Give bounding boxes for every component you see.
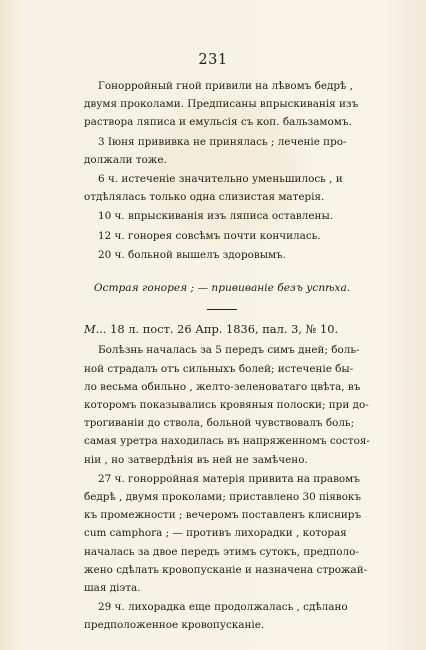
text-line: 6 ч. истеченiе значительно уменьшилось , и	[98, 173, 343, 186]
text-line: самая урeтра находилась въ напряженномъ состоя-	[84, 435, 370, 448]
text-line: трогиванiи до ствола, больной чувствовалъ боль;	[84, 417, 355, 430]
text-line: cum camphora ; — противъ лихорадки , которая	[84, 527, 347, 540]
case-subheading: Острая гонорея ; — прививанiе безъ успѣха.	[93, 282, 351, 295]
text-line: жено сдѣлать кровопусканiе и назначена строжай-	[84, 563, 368, 576]
bottom-paragraphs	[84, 341, 370, 634]
text-line: 12 ч. гонорея совсѣмъ почти кончилась.	[98, 229, 321, 242]
text-line: должали тоже.	[84, 153, 167, 166]
paragraph	[84, 77, 360, 132]
paragraph	[84, 227, 360, 245]
text-line: ной страдалъ отъ сильныхъ болей; истеченiе бы-	[84, 362, 354, 375]
text-line: отдѣлялась только одна слизистая матерiя.	[84, 191, 325, 204]
text-line: ло весьма обильно , желто-зеленоватаго цвѣта, въ	[84, 380, 361, 393]
text-line: двумя проколами. Предписаны впрыскиванiя изъ	[84, 98, 359, 111]
text-line: 27 ч. гонорройная матерiя привита на правомъ	[98, 472, 360, 485]
patient-name: М...	[84, 322, 107, 337]
text-line: 3 Iюня прививка не принялась ; леченiе про-	[98, 135, 347, 148]
page-number: 231	[198, 52, 228, 68]
paragraph	[84, 170, 360, 206]
text-line: которомъ показывались кровяныя полоски; при до-	[84, 399, 369, 412]
paragraph	[84, 207, 360, 225]
text-line: 29 ч. лихорадка еще продолжалась , сдѣлано	[98, 601, 348, 614]
section-divider	[207, 309, 237, 310]
text-line: 10 ч. впрыскиванiя изъ ляписа оставлены.	[98, 210, 334, 223]
paragraph	[84, 341, 370, 468]
paragraph	[84, 246, 360, 264]
text-line: Гонорройный гной привили на лѣвомъ бедрѣ ,	[98, 80, 353, 92]
text-line: предположенное кровопусканiе.	[84, 619, 265, 632]
text-line: Болѣзнь началась за 5 передъ симъ дней; боль-	[98, 344, 360, 357]
page-body	[84, 77, 370, 636]
top-paragraphs	[84, 77, 360, 264]
text-line: къ промежности ; вечеромъ поставленъ клисниръ	[84, 509, 362, 522]
text-line: нiи , но затвердѣнiя въ ней не замѣчено.	[84, 453, 308, 466]
paragraph	[84, 133, 360, 169]
text-line: бедрѣ , двумя проколами; приставлено 30 пiявокъ	[84, 491, 362, 504]
text-line: раствора ляписа и емульсiя съ коп. бальзамомъ.	[84, 116, 352, 129]
paragraph	[84, 598, 360, 634]
case-header	[84, 320, 360, 338]
text-line: 20 ч. больной вышелъ здоровымъ.	[98, 248, 286, 261]
text-line: началась за двое передъ этимъ сутокъ, предполо-	[84, 545, 359, 558]
case-details: 18 л. поcт. 26 Апр. 1836, пал. 3, № 10.	[110, 322, 339, 337]
paragraph	[84, 470, 368, 597]
text-line: шая дiэта.	[84, 582, 141, 595]
